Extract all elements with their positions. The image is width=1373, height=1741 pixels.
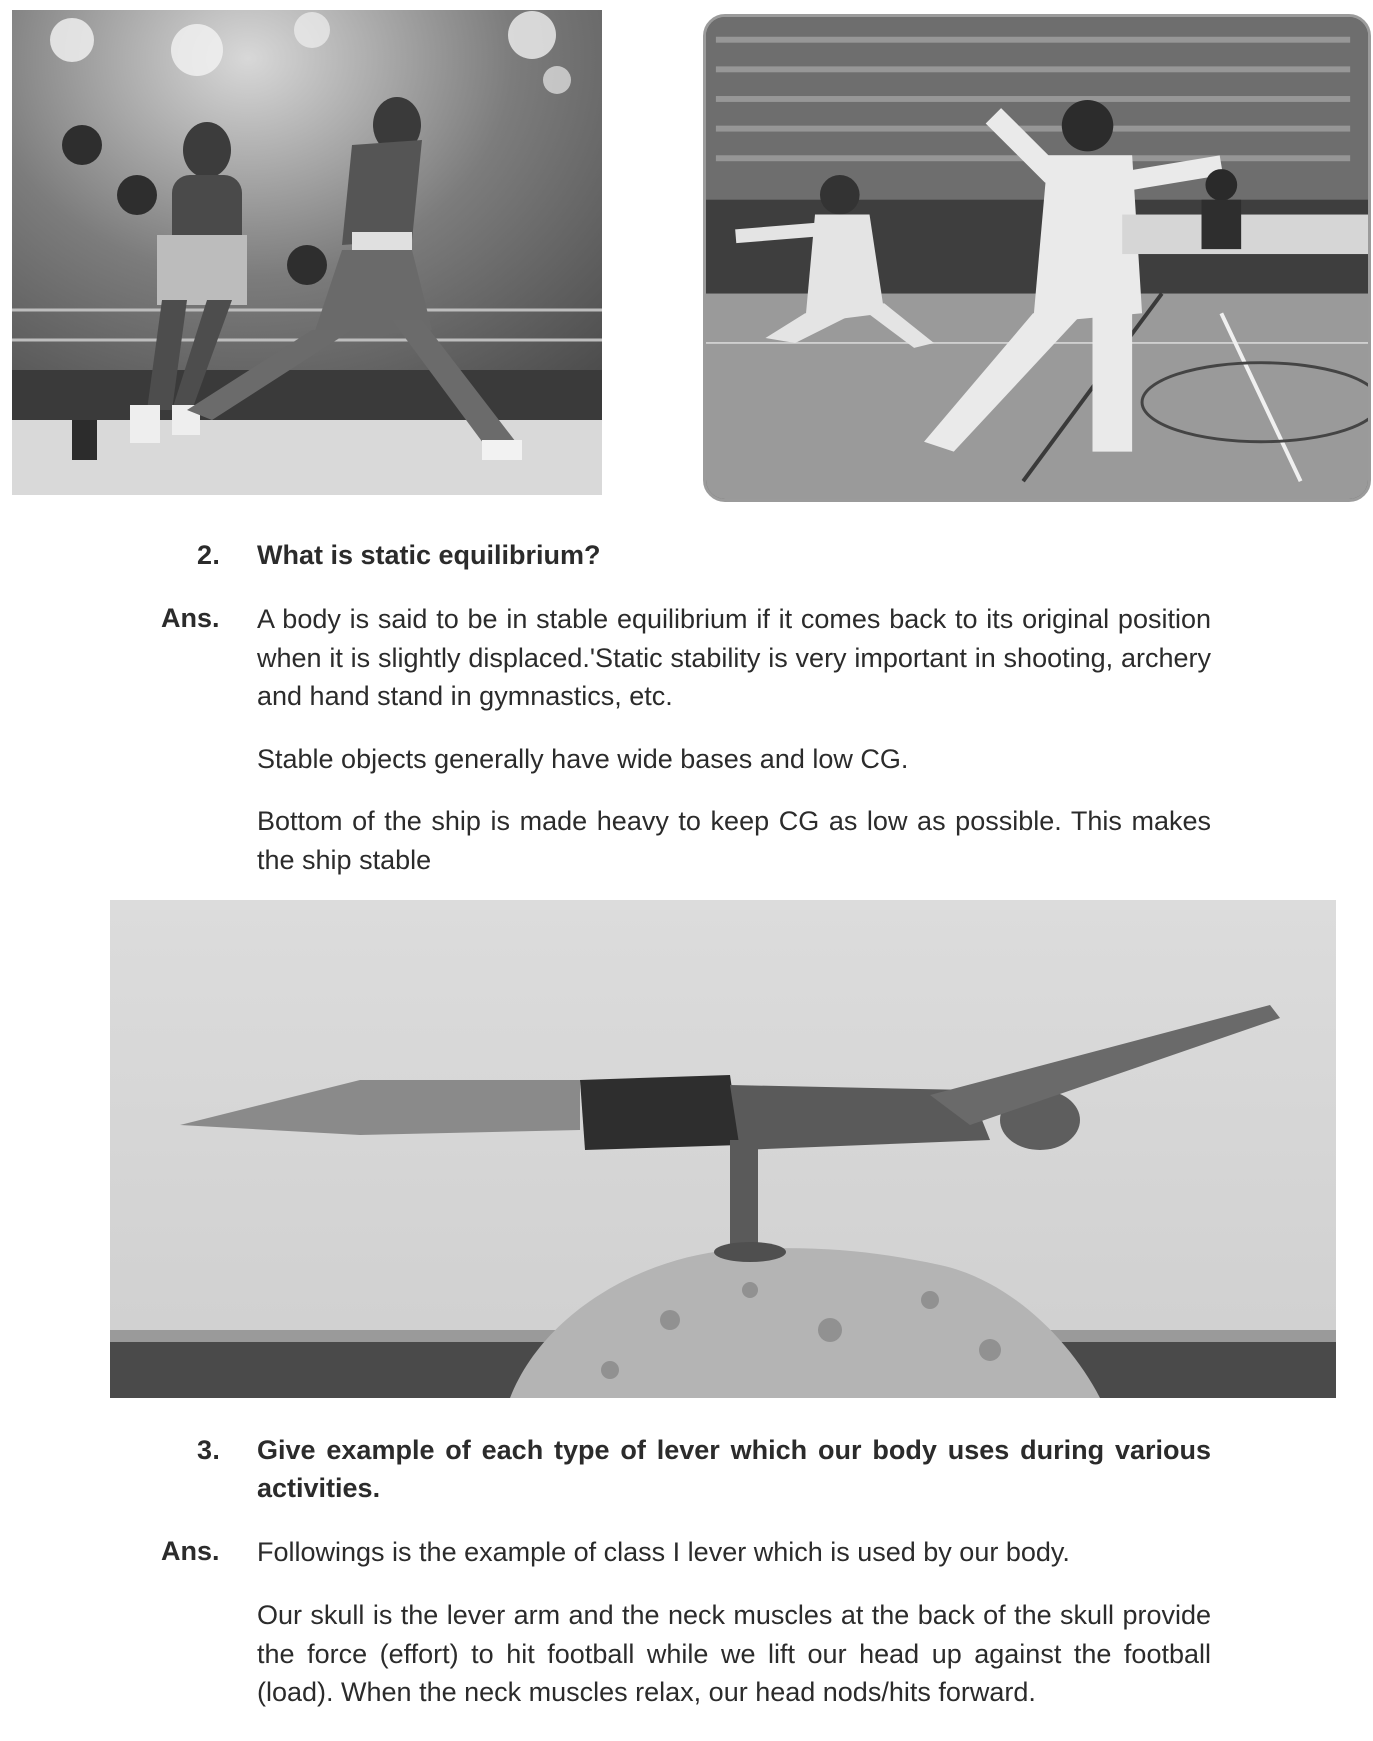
answer-paragraph: Followings is the example of class I lever which is used by our body. bbox=[257, 1537, 1070, 1567]
taichi-photo bbox=[703, 14, 1371, 502]
answer-paragraph: Bottom of the ship is made heavy to keep CG as low as possible. This makes the ship stable bbox=[257, 806, 1211, 875]
boxing-photo bbox=[12, 10, 602, 495]
balance-photo bbox=[110, 900, 1336, 1398]
question-text: What is static equilibrium? bbox=[257, 540, 601, 570]
question-number: 3. bbox=[197, 1435, 221, 1465]
answer-paragraph: Stable objects generally have wide bases and low CG. bbox=[257, 744, 909, 774]
answer-label: Ans. bbox=[161, 603, 220, 633]
answer-label: Ans. bbox=[161, 1536, 220, 1566]
answer-paragraph: A body is said to be in stable equilibrium if it comes back to its original position when it is slightly displaced.'Static stability is very important in shooting, archery and hand stand in gymnastics, etc. bbox=[257, 604, 1211, 711]
question-text: Give example of each type of lever which our body uses during various activities. bbox=[257, 1435, 1211, 1503]
question-number: 2. bbox=[197, 540, 221, 570]
answer-paragraph: Our skull is the lever arm and the neck muscles at the back of the skull provide the force (effort) to hit football while we lift our head up against the football (load). When the neck muscles relax, our head nods/hits forward. bbox=[257, 1600, 1211, 1707]
